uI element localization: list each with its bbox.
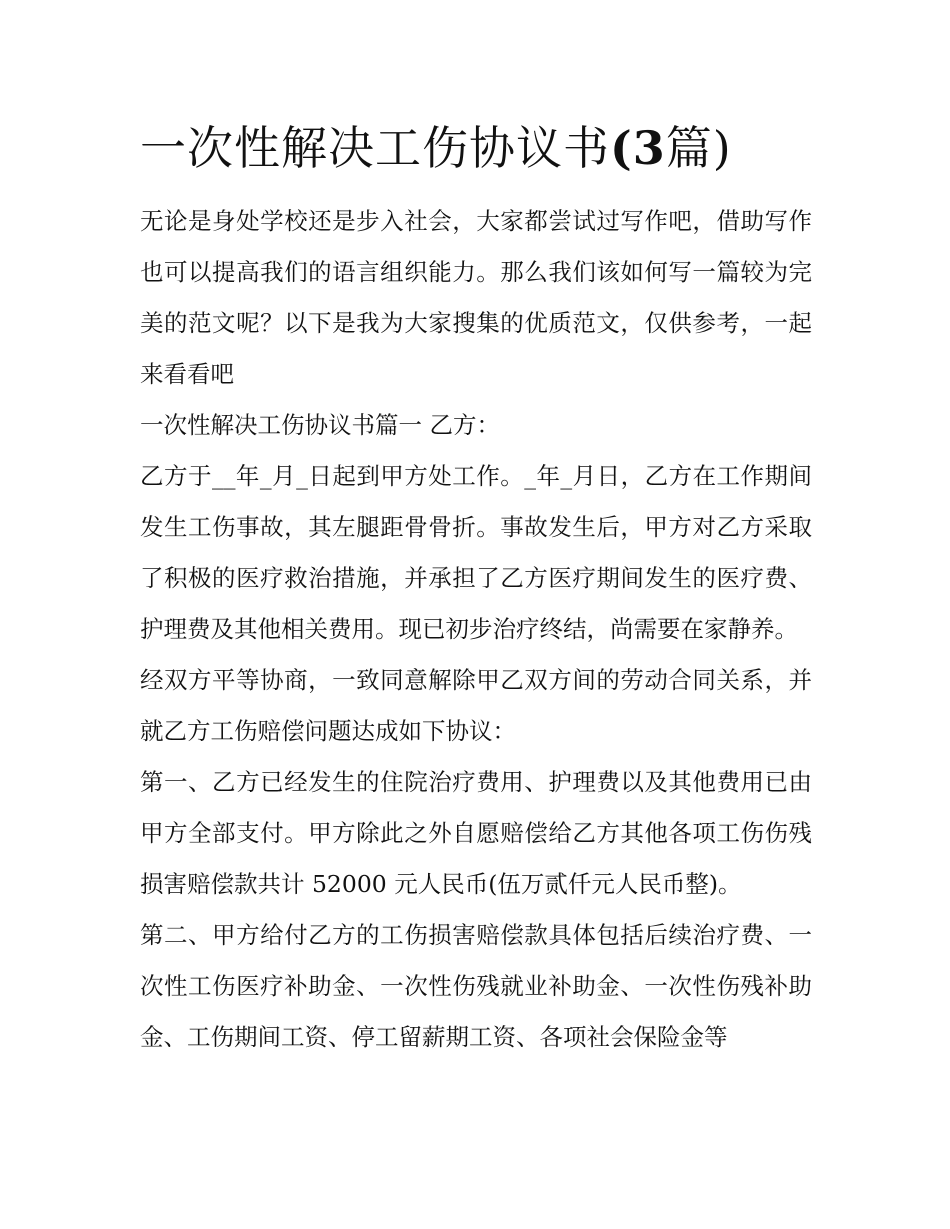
paragraph-section-heading: 一次性解决工伤协议书篇一 乙方： xyxy=(140,411,500,439)
title-number: 3 xyxy=(632,121,666,175)
paragraph-background: 乙方于__年_月_日起到甲方处工作。_年_月日，乙方在工作期间发生工伤事故，其左腿距骨骨折。事故发生后，甲方对乙方采取了积极的医疗救治措施，并承担了乙方医疗期间发生的医疗费、护理费及其他相关费用。现已初步治疗终结，尚需要在家静养。 xyxy=(140,462,812,643)
paragraph-clause-two: 第二、甲方给付乙方的工伤损害赔偿款具体包括后续治疗费、一次性工伤医疗补助金、一次性伤残就业补助金、一次性伤残补助金、工伤期间工资、停工留薪期工资、各项社会保险金等 xyxy=(140,921,812,1051)
title-main: 一次性解决工伤协议书 xyxy=(140,121,610,175)
title-suffix: 篇) xyxy=(665,121,732,175)
paragraph-clause-one: 第一、乙方已经发生的住院治疗费用、护理费以及其他费用已由甲方全部支付。甲方除此之外自愿赔偿给乙方其他各项工伤伤残损害赔偿款共计 52000 元人民币(伍万贰仟元人民币整)。 xyxy=(140,768,812,898)
document-body xyxy=(140,196,812,1063)
paragraph-agreement: 经双方平等协商，一致同意解除甲乙双方间的劳动合同关系，并就乙方工伤赔偿问题达成如下协议： xyxy=(140,666,812,745)
title-paren-open: ( xyxy=(610,121,633,175)
paragraph-intro: 无论是身处学校还是步入社会，大家都尝试过写作吧，借助写作也可以提高我们的语言组织能力。那么我们该如何写一篇较为完美的范文呢？以下是我为大家搜集的优质范文，仅供参考，一起来看看吧 xyxy=(140,207,812,388)
document-title xyxy=(140,116,820,180)
